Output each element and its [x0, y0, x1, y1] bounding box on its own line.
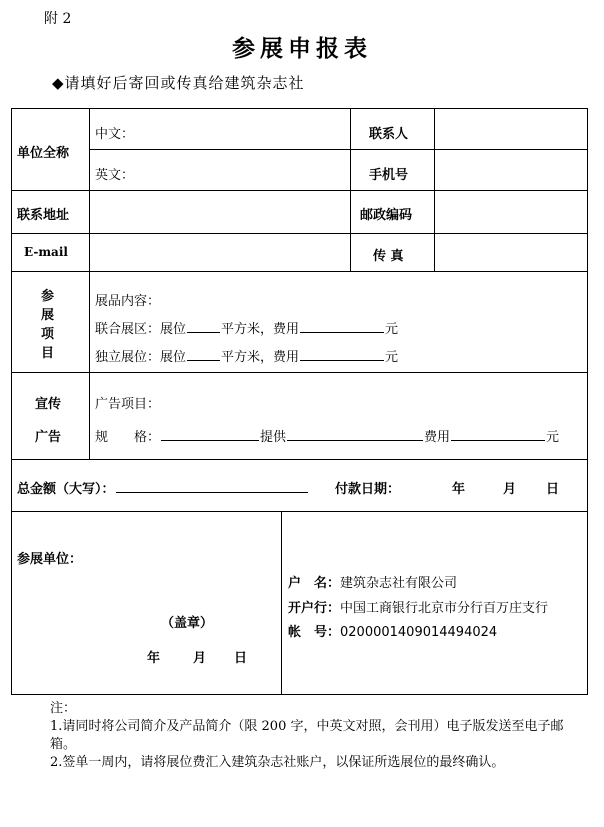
- chinese-name-label: 中文：: [95, 127, 135, 142]
- ad-fee-field[interactable]: [451, 427, 545, 441]
- payment-month: 月: [503, 482, 517, 497]
- note-item-1: 1.请同时将公司简介及产品简介（限 200 字，中英文对照，会刊用）电子版发送至电子邮箱。: [50, 719, 564, 752]
- payment-date-label: 付款日期：: [335, 482, 401, 497]
- exhibitor-unit-label: 参展单位：: [17, 552, 83, 567]
- unit-name-label: 单位全称: [17, 146, 70, 161]
- contact-label: 联系人: [369, 127, 409, 142]
- promo-label-2: 广告: [35, 430, 62, 445]
- spec-line: 规 格： 提供 费用 元: [95, 426, 559, 445]
- bank-line: 开户行：中国工商银行北京市分行百万庄支行: [288, 601, 549, 616]
- sign-day: 日: [234, 651, 248, 666]
- exhibit-label-4: 目: [41, 346, 55, 361]
- notes: [50, 700, 565, 772]
- page-title: 参展申报表: [232, 36, 372, 62]
- postcode-label: 邮政编码: [360, 208, 413, 223]
- independent-area-sqm-field[interactable]: [187, 347, 220, 361]
- fax-label: 传 真: [373, 249, 404, 264]
- address-label: 联系地址: [17, 208, 70, 223]
- exhibit-content-label: 展品内容：: [95, 294, 161, 309]
- joint-area-sqm-field[interactable]: [187, 319, 220, 333]
- promo-label-1: 宣传: [35, 397, 62, 412]
- exhibit-label-1: 参: [41, 289, 55, 304]
- instruction-text: ◆请填好后寄回或传真给建筑杂志社: [52, 74, 305, 92]
- annex-label: 附 2: [44, 11, 72, 27]
- english-name-label: 英文：: [95, 168, 135, 183]
- seal-label: （盖章）: [161, 616, 214, 631]
- independent-area-line: 独立展位：展位 平方米，费用 元: [95, 346, 398, 365]
- ad-items-label: 广告项目：: [95, 397, 161, 412]
- payment-day: 日: [546, 482, 560, 497]
- sign-year: 年: [147, 651, 161, 666]
- provide-field[interactable]: [287, 427, 423, 441]
- email-label: E-mail: [24, 245, 68, 259]
- account-number-line: 帐 号：0200001409014494024: [288, 625, 498, 640]
- spec-field[interactable]: [161, 427, 259, 441]
- payment-year: 年: [452, 482, 466, 497]
- sign-month: 月: [193, 651, 207, 666]
- independent-area-fee-field[interactable]: [300, 347, 384, 361]
- exhibit-label-3: 项: [41, 327, 55, 342]
- exhibit-label-2: 展: [41, 308, 55, 323]
- mobile-label: 手机号: [369, 168, 409, 183]
- total-amount-field[interactable]: [116, 479, 308, 493]
- account-name-line: 户 名：建筑杂志社有限公司: [288, 576, 458, 591]
- joint-area-fee-field[interactable]: [300, 319, 384, 333]
- notes-title: 注：: [50, 701, 77, 716]
- joint-area-line: 联合展区：展位 平方米，费用 元: [95, 318, 398, 337]
- total-line: 总金额（大写）：: [17, 478, 309, 497]
- note-item-2: 2.签单一周内，请将展位费汇入建筑杂志社账户，以保证所选展位的最终确认。: [50, 755, 505, 770]
